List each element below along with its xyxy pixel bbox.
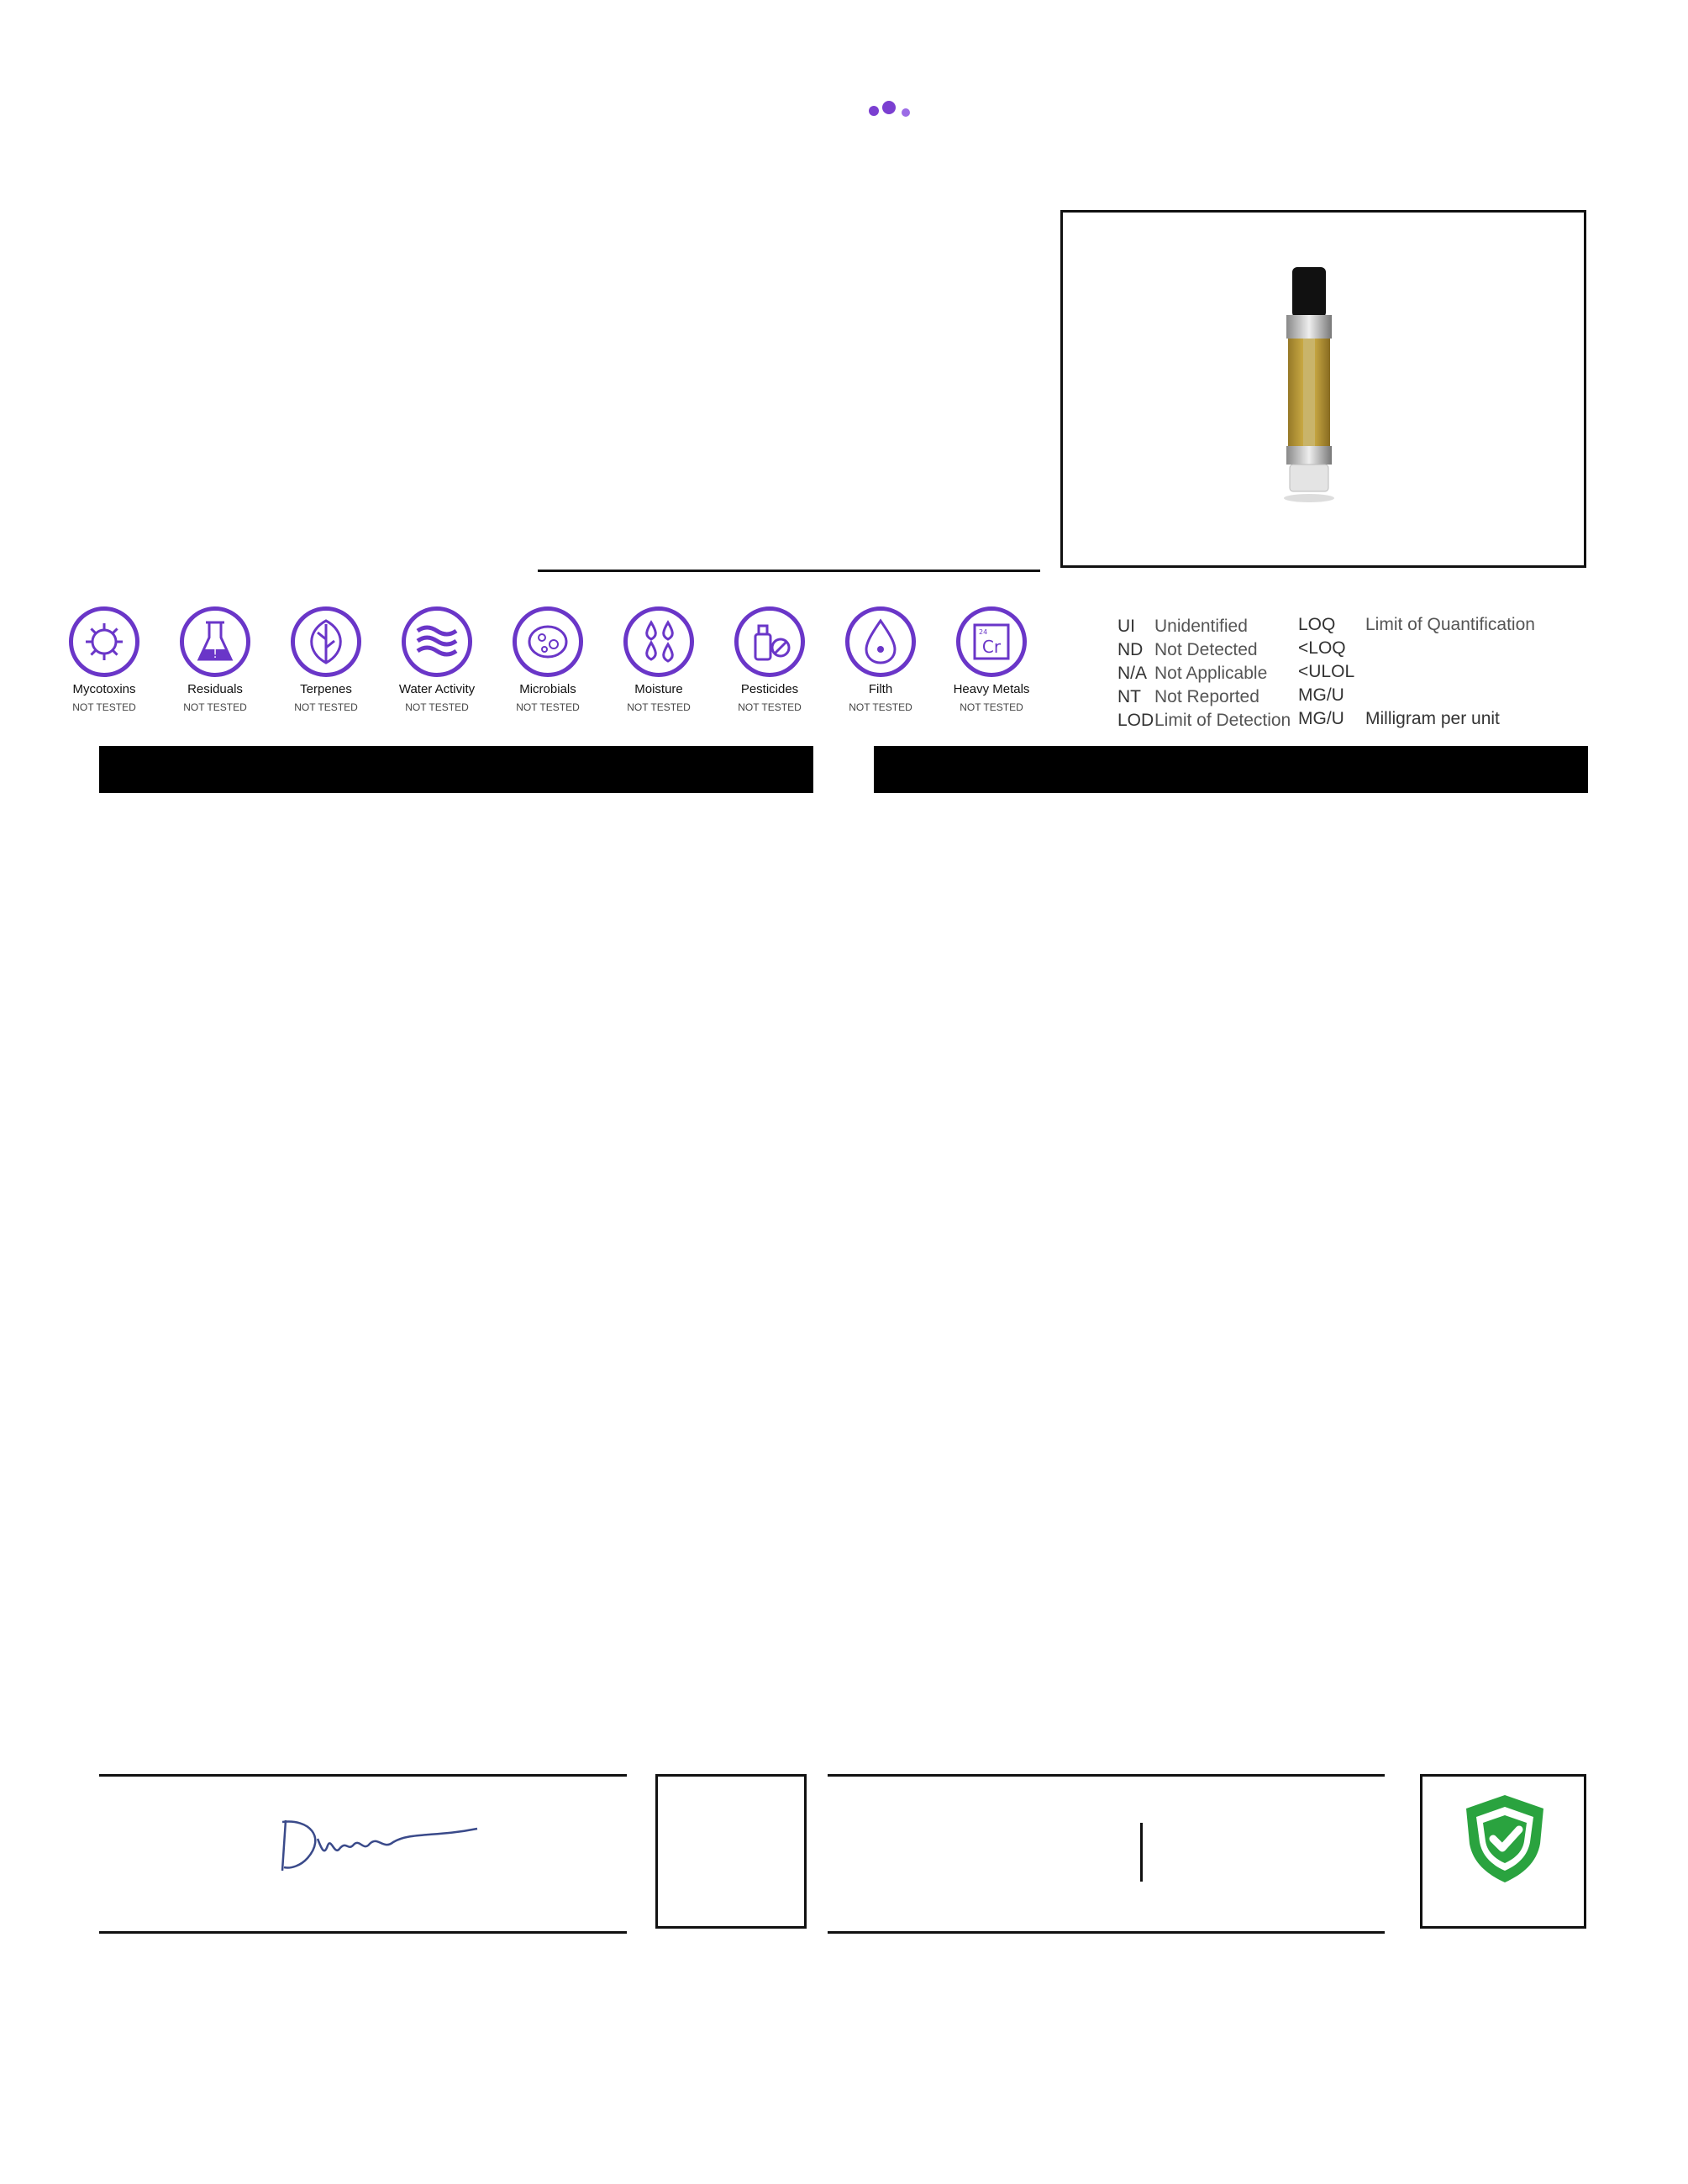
test-category-water-activity bbox=[387, 606, 487, 713]
virus-icon bbox=[69, 606, 139, 677]
droplet-icon bbox=[845, 606, 916, 677]
header-mg-u bbox=[235, 746, 299, 793]
test-category-residuals bbox=[165, 606, 266, 713]
agilent-box bbox=[828, 1774, 1385, 1934]
approval-box bbox=[99, 1774, 627, 1934]
section-divider bbox=[538, 570, 1040, 572]
agilent-divider bbox=[1140, 1823, 1143, 1882]
shield-check-icon bbox=[1458, 1792, 1552, 1886]
legend-entry: MG/U bbox=[1298, 685, 1344, 705]
test-category-status: NOT TESTED bbox=[72, 701, 136, 713]
test-category-microbials bbox=[497, 606, 598, 713]
test-category-name: Pesticides bbox=[740, 682, 799, 696]
header-mg-u bbox=[1013, 746, 1077, 793]
svg-text:24: 24 bbox=[979, 628, 988, 636]
right-results-table bbox=[874, 746, 1588, 793]
test-category-name: Terpenes bbox=[300, 682, 352, 696]
signature-icon bbox=[276, 1812, 511, 1879]
test-category-status: NOT TESTED bbox=[294, 701, 358, 713]
test-category-name: Filth bbox=[868, 682, 893, 696]
legend-entry: LOQ Limit of Quantification bbox=[1298, 615, 1535, 634]
test-category-name: Moisture bbox=[634, 682, 683, 696]
test-category-name: Mycotoxins bbox=[72, 682, 136, 696]
vape-cartridge-icon bbox=[1063, 213, 1584, 565]
legend-entry: LODLimit of Detection bbox=[1117, 711, 1291, 730]
logo-dots-icon bbox=[865, 101, 933, 143]
header-pct bbox=[1138, 746, 1185, 793]
chromium-icon bbox=[956, 606, 1027, 677]
test-category-status: NOT TESTED bbox=[405, 701, 469, 713]
test-category-status: NOT TESTED bbox=[738, 701, 802, 713]
leaf-icon bbox=[291, 606, 361, 677]
legend-left bbox=[1117, 617, 1291, 734]
qr-code-icon bbox=[658, 1777, 804, 1926]
microbe-icon bbox=[513, 606, 583, 677]
legend-right bbox=[1298, 615, 1535, 732]
header-test bbox=[99, 746, 170, 793]
header-scale bbox=[1185, 746, 1588, 793]
test-category-name: Residuals bbox=[187, 682, 243, 696]
product-photo bbox=[1060, 210, 1586, 568]
header-mg-g bbox=[1077, 746, 1138, 793]
test-category-mycotoxins bbox=[54, 606, 155, 713]
svg-text:Cr: Cr bbox=[981, 637, 1002, 657]
qr-code-box[interactable] bbox=[655, 1774, 807, 1929]
test-category-terpenes bbox=[276, 606, 376, 713]
test-category-status: NOT TESTED bbox=[627, 701, 691, 713]
test-category-status: NOT TESTED bbox=[960, 701, 1023, 713]
passed-badge bbox=[1420, 1774, 1586, 1929]
legend-entry: ND Not Detected bbox=[1117, 640, 1258, 659]
legend-entry: NT Not Reported bbox=[1117, 687, 1259, 706]
test-category-heavy-metals bbox=[941, 606, 1042, 713]
test-category-status: NOT TESTED bbox=[516, 701, 580, 713]
header-ug-g bbox=[170, 746, 235, 793]
header-scale bbox=[420, 746, 813, 793]
test-category-name: Microbials bbox=[519, 682, 576, 696]
legend-entry: MG/U Milligram per unit bbox=[1298, 709, 1500, 728]
test-category-status: NOT TESTED bbox=[183, 701, 247, 713]
test-category-status: NOT TESTED bbox=[849, 701, 912, 713]
drops-icon bbox=[623, 606, 694, 677]
test-category-moisture bbox=[608, 606, 709, 713]
spray-icon bbox=[734, 606, 805, 677]
header-test bbox=[874, 746, 948, 793]
table-header-row bbox=[874, 746, 1588, 793]
legend-entry: N/A Not Applicable bbox=[1117, 664, 1268, 683]
agilent-spark-icon bbox=[828, 1802, 945, 1906]
flask-icon bbox=[180, 606, 250, 677]
test-category-name: Heavy Metals bbox=[953, 682, 1030, 696]
test-category-pesticides bbox=[719, 606, 820, 713]
test-category-filth bbox=[830, 606, 931, 713]
legend-entry: <LOQ bbox=[1298, 638, 1346, 658]
left-results-table bbox=[99, 746, 813, 793]
legend-entry: UI Unidentified bbox=[1117, 617, 1248, 636]
header-ug-g bbox=[948, 746, 1013, 793]
header-pct bbox=[368, 746, 420, 793]
legend-entry: <ULOL bbox=[1298, 662, 1355, 681]
svg-text:!: ! bbox=[213, 648, 218, 661]
waves-icon bbox=[402, 606, 472, 677]
header-mg-g bbox=[299, 746, 368, 793]
table-header-row bbox=[99, 746, 813, 793]
test-category-name: Water Activity bbox=[398, 682, 476, 696]
